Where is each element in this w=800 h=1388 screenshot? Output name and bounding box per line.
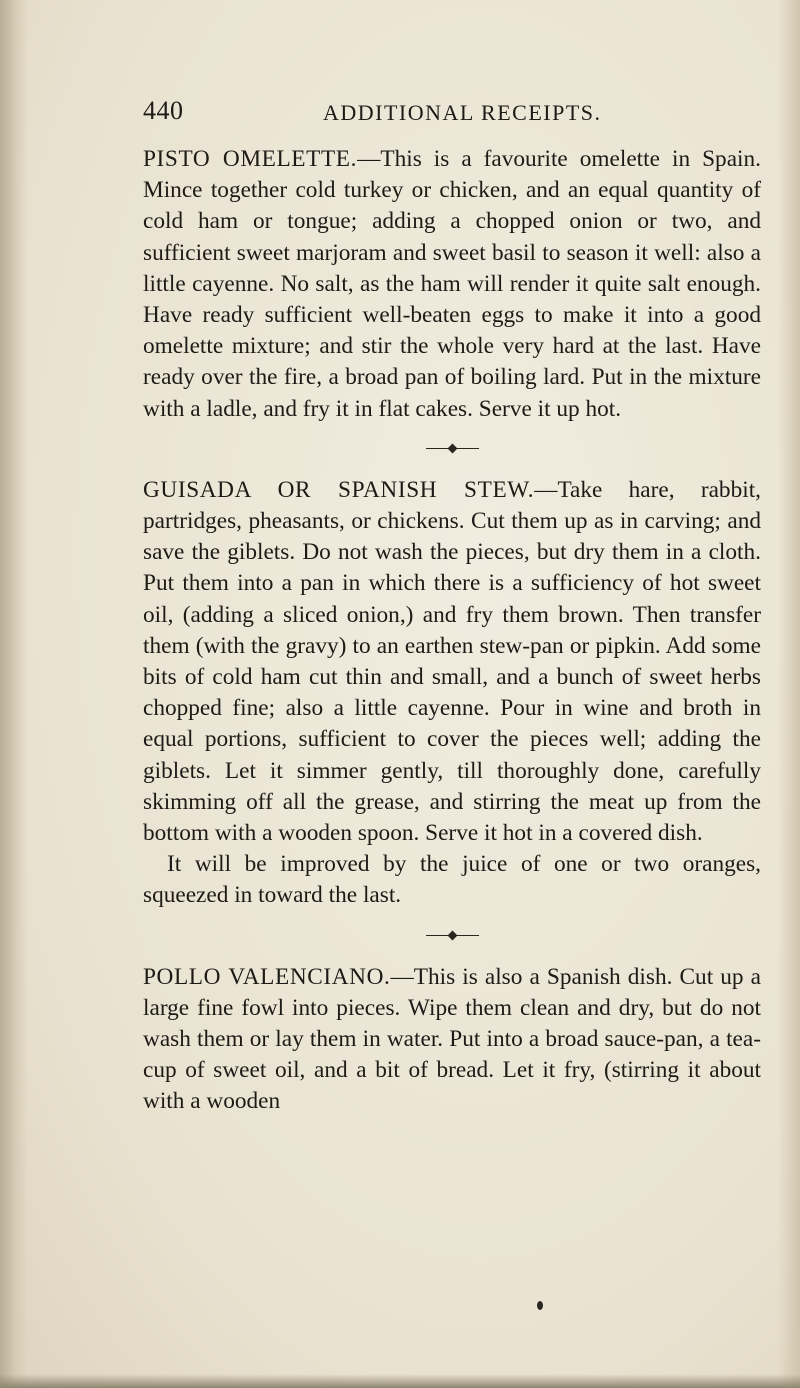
separator-diamond-icon	[447, 931, 457, 941]
page-bottom-edge	[0, 1374, 800, 1388]
separator-rule-right	[457, 935, 479, 936]
separator-rule-left	[426, 448, 448, 449]
ink-blot	[537, 1301, 543, 1310]
page-header	[143, 96, 763, 130]
page-edge-shadow	[778, 0, 800, 1388]
recipe-title: GUISADA OR SPANISH STEW.	[143, 476, 535, 503]
recipe-text: —Take hare, rabbit, partridges, pheasants, or chickens. Cut them up as in carving; and save the giblets. Do not wash the pieces, but dry them in a cloth. Put them into a pan in which there is a sufficiency of hot sweet oil, (adding a sliced onion,) and fry them brown. Then transfer them (with the gravy) to an earthen stew-pan or pipkin. Add some bits of cold ham cut thin and small, and a bunch of sweet herbs chopped fine; also a little cayenne. Pour in wine and broth in equal portions, sufficient to cover the pieces well; adding the giblets. Let it simmer gently, till thoroughly done, carefully skimming off all the grease, and stirring the meat up from the bottom with a wooden spoon. Serve it hot in a covered dish.	[143, 476, 761, 847]
page-gutter-shadow	[0, 0, 28, 1388]
recipe-pollo-valenciano	[143, 962, 761, 1118]
recipe-text: —This is also a Spanish dish. Cut up a large fine fowl into pieces. Wipe them clean and dry, but do not wash them or lay them in water. Put into a broad sauce-pan, a tea-cup of sweet oil, and a bit of bread. Let it fry, (stirring it about with a wooden	[143, 963, 761, 1115]
recipe-title: POLLO VALENCIANO.	[143, 963, 391, 990]
recipe-text: —This is a favourite omelette in Spain. Mince together cold turkey or chicken, and an equal quantity of cold ham or tongue; adding a chopped onion or two, and sufficient sweet marjoram and sweet basil to season it well: also a little cayenne. No salt, as the ham will render it quite salt enough. Have ready sufficient well-beaten eggs to make it into a good omelette mixture; and stir the whole very hard at the last. Have ready over the fire, a broad pan of boiling lard. Put in the mixture with a ladle, and fry it in flat cakes. Serve it up hot.	[143, 146, 761, 422]
running-head: ADDITIONAL RECEIPTS.	[323, 100, 602, 125]
section-separator	[143, 922, 761, 950]
recipe-title: PISTO OMELETTE.	[143, 146, 358, 172]
section-separator	[143, 435, 761, 463]
recipe-pisto-omelette	[143, 144, 761, 425]
separator-diamond-icon	[447, 444, 457, 454]
separator-rule-right	[457, 448, 479, 449]
separator-rule-left	[426, 935, 448, 936]
page-number: 440	[143, 96, 184, 125]
recipe-note: It will be improved by the juice of one or two oranges, squeezed in toward the last.	[143, 851, 761, 909]
page-body	[143, 144, 761, 1118]
recipe-guisada	[143, 475, 761, 849]
